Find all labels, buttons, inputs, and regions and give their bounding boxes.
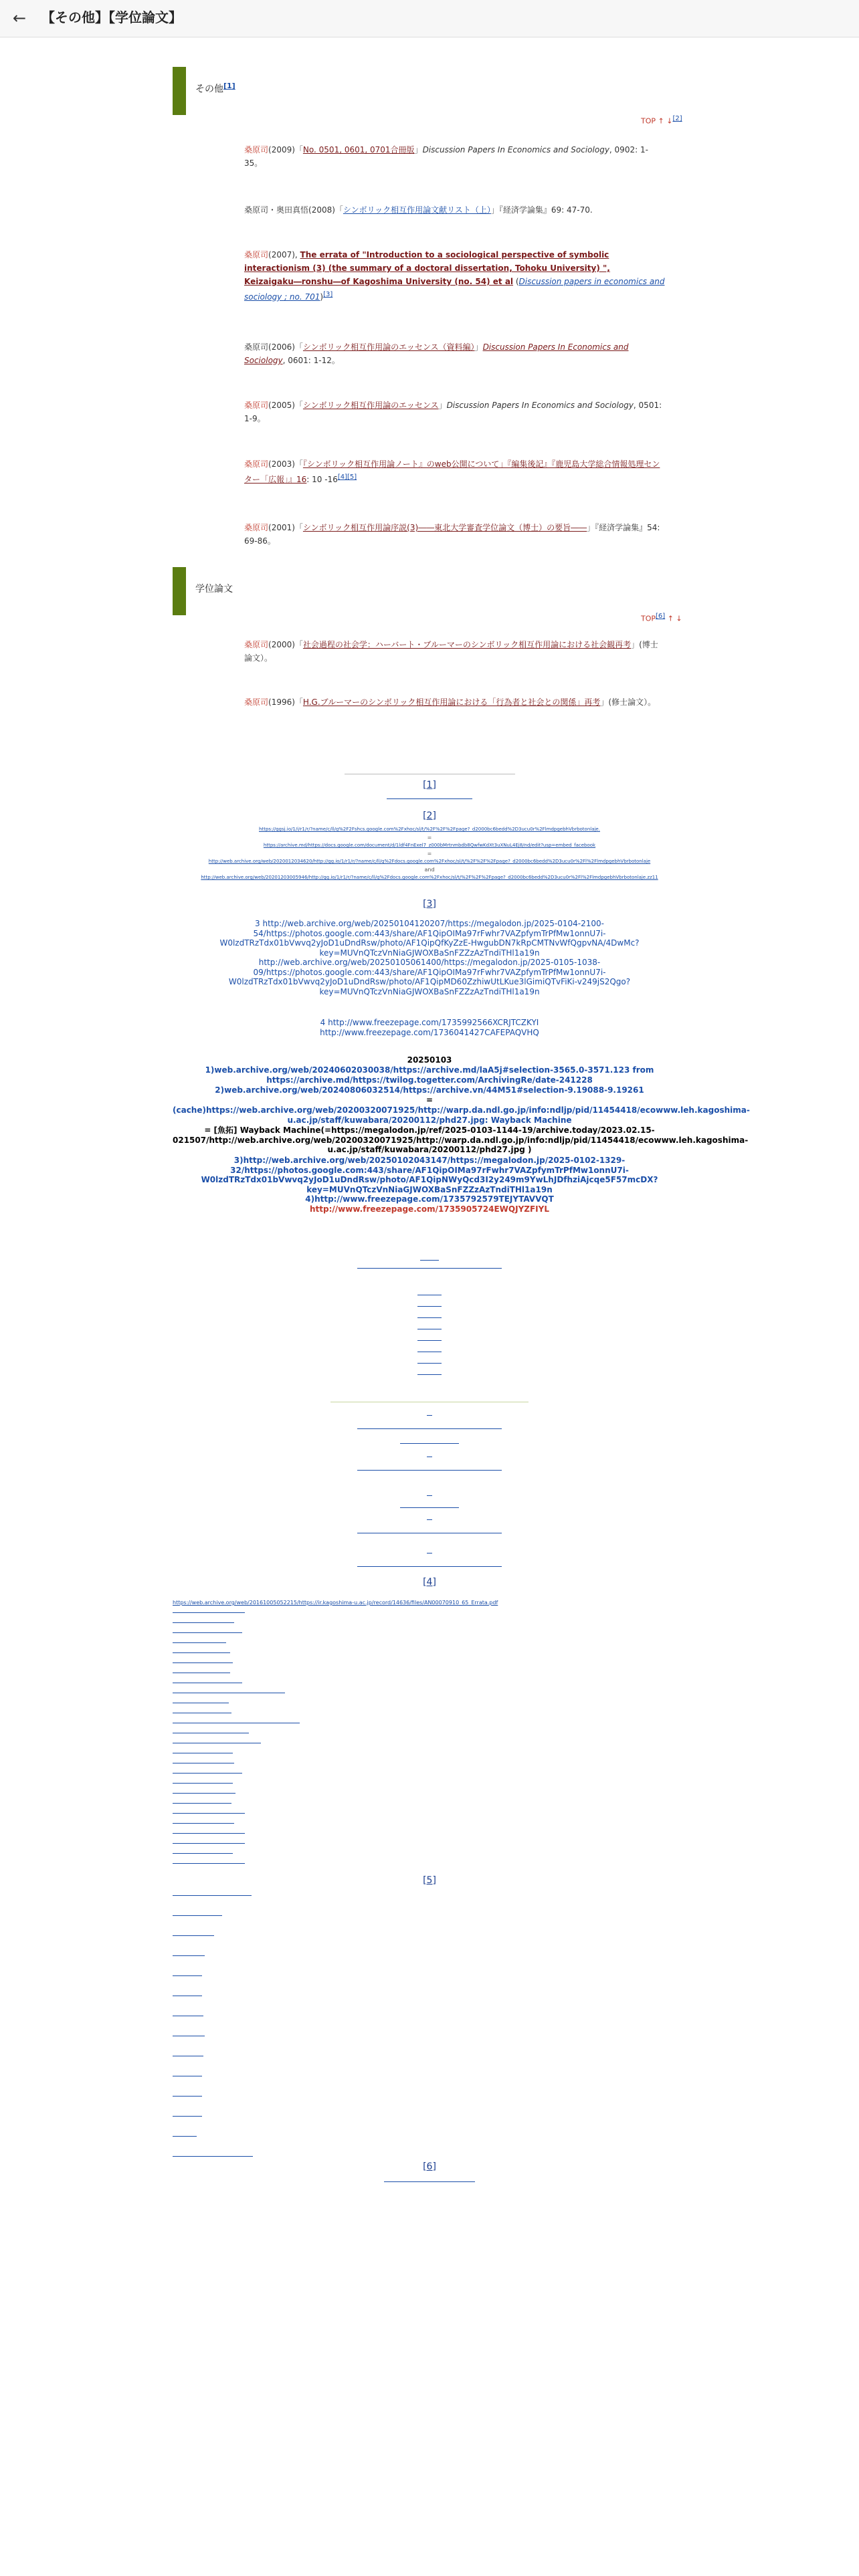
entry-link[interactable]: シンボリック相互作用論のエッセンス [302,401,439,410]
section-accent-bar [173,67,186,115]
list-item: 桑原司(2001)「シンボリック相互作用論序説(3)――東北大学審査学位論文（博士）の要旨――」『経済学論集』54: 69-86。 [244,523,660,546]
footnote-ref-link[interactable]: [3] [323,291,333,298]
link-dash[interactable] [173,1612,245,1613]
list-item: 桑原司(1996)「H.G.ブルーマーのシンボリック相互作用論における「行為者と社会との関係」再考」(修士論文）。 [244,697,656,707]
page-title: 【その他】【学位論文】 [41,9,182,25]
footnote-ref-link[interactable]: [1] [223,82,235,90]
archive-link[interactable]: http://web.archive.org/web/20201203005946/http://gg.io/1/r1/r/?name/c/ll/g%2Fdocs.google.com%2Fxhoc/sl/t/%2F%2F%2Fpage?_d2000bc6bedd%2D3ucu0r%2Fl%2FlmdpgebhVbrbotonlaje.zz11 [201,875,658,880]
list-item: 桑原司(2007), The errata of "Introduction to a sociological perspective of symbolic interactionism (3) (the summary of a doctoral dissertation, Tohoku University) ", Keizaigaku―ronshu―of Kagoshima University (no. 54) et al (Discussion papers in economics and sociology ; no. 701)[3] [244,250,665,302]
link-dash[interactable] [173,1783,233,1784]
link-dash[interactable] [357,1268,502,1269]
archive-link[interactable]: https://archive.md/https://docs.google.com/document/d/1ldf4FnExel7_z000bMrtnmbdb8QwfwKdXt3uXNuL4Ej8/nd/edit?usp=embed_facebook [263,843,596,848]
link-dash[interactable] [173,2136,197,2137]
link-dash[interactable] [173,2156,253,2157]
section-accent-bar [173,567,186,615]
top-nav-label[interactable]: TOP [641,614,656,623]
archive-link[interactable]: = [魚拓] Wayback Machine(=https://megalodon.jp/ref/2025-0103-1144-19/archive.today/2023.02.15-021507/http://web.archive.org/web/20200320071925/http://warp.da.ndl.go.jp/info:ndljp/pid/11454418/ecowww.leh.kagoshima-u.ac.jp/staff/kuwabara/20200112/phd27.jpg ) [173,1125,749,1154]
link-dash[interactable] [173,1853,233,1854]
entry-link[interactable]: シンボリック相互作用論序説(3)――東北大学審査学位論文（博士）の要旨―― [302,523,587,532]
section-header-other [173,67,694,115]
footnote-label[interactable]: [2] [423,811,436,821]
list-item: 桑原司(2006)「シンボリック相互作用論のエッセンス（資料編）」Discussion Papers In Economics and Sociology, 0601: 1-12。 [244,342,629,365]
section-header-thesis [173,567,694,615]
main-content: その他[1] TOP ↑ ↓[2] 桑原司(2009)「No. 0501, 0601, 0701合冊版」Discussion Papers In Economics and Sociology, 0902: 1-35。 桑原司・奥田真悟(2008)「シンボリック相互作用論文献リスト（上）」『経済学論集』69: 47-70. 桑原司(2007), The errata of "Introduction to a sociological perspective of symbolic interactionism (3) (the summary of a doctoral dissertation, Tohoku University) ", Keizaigaku―ronshu―of Kagoshima University (no. 54) et al (Discussion papers in economics and sociology ; no. 701)[3] 桑原司(2006)「シンボリック相互作用論のエッセンス（資料編）」Discussion Papers In Economics and Sociology, 0601: 1-12。 桑原司(2005)「シンボリック相互作用論のエッセンス」Discussion Papers In Economics and Sociology, 0501: 1-9。 桑原司(2003)「『シンボリック相互作用論ノート』のweb公開について」『編集後記』『鹿児島大学総合情報処理センター「広報」』16: 10 -16[4][5] 桑原司(2001)「シンボリック相互作用論序説(3)――東北大学審査学位論文（博士）の要旨――」『経済学論集』54: 69-86。 学位論文 TOP[6] ↑ ↓ 桑原司(2000)「社会過程の社会学：ハーバート・ブルーマーのシンボリック相互作用論における社会観再考」(博士論文）。 桑原司(1996)「H.G.ブルーマーのシンボリック相互作用論における「行為者と社会との関係」再考」(修士論文）。 [1] [2] https://ggsj.io/1/i/r1/r/?name/c/ll/g%2F2Fshcs.google.com%2Fxhoc/sl/t/%2F%2F%2Fpage?_d2000bc6bedd%2D3ucu0r%2FlmdpgebhVbrbotonlaje. = https://archive.md/https://docs.google.com/document/d/1ldf4FnExel7_z000bMrtnmbdb8QwfwKdXt3uXNuL4Ej8/nd/edit?usp=embed_facebook = http://web.archive.org/web/2020012034620/http://gg.io/1/r1/r/?name/c/ll/g%2Fdocs.google.com%2Fxhoc/sl/t/%2F%2F%2Fpage?_d2000bc6bedd%2D3ucu0r%2Fl%2FlmdpgebhVbrbotonlaje and http://web.archive.org/web/20201203005946/http://gg.io/1/r1/r/?name/c/ll/g%2Fdocs.google.com%2Fxhoc/sl/t/%2F%2F%2Fpage?_d2000bc6bedd%2D3ucu0r%2Fl%2FlmdpgebhVbrbotonlaje.zz11 [3] 3 http://web.archive.org/web/20250104120207/https://megalodon.jp/2025-0104-2100-54/https://photos.google.com:443/share/AF1QipOIMa97rFwhr7VAZpfymTrPfMw1onnU7i-W0lzdTRzTdx01bVwvq2yJoD1uDndRsw/photo/AF1QipQfKyZzE-HwgubDN7kRpCMTNvWfQgpvNA/4DwMc?key=MUVnQTczVnNiaGJWOXBaSnFZZzAzTndiTHl1a19n http://web.archive.org/web/20250105061400/https://megalodon.jp/2025-0105-1038-09/https://photos.google.com:443/share/AF1QipOIMa97rFwhr7VAZpfymTrPfMw1onnU7i-W0lzdTRzTdx01bVwvq2yJoD1uDndRsw/photo/AF1QipMD60ZzhiwUtLKue3lGimiQTvFiKi-v249jS2Qgo?key=MUVnQTczVnNiaGJWOXBaSnFZZzAzTndiTHl1a19n 4 http://www.freezepage.com/1735992566XCRJTCZKYI http://www.freezepage.com/1736041427CAFEPAQVHQ 20250103 1)web.archive.org/web/20240602030038/https://archive.md/laA5j#selection-3565.0-3571.123 from https://archive.md/https://twilog.togetter.com/ArchivingRe/date-241228 2)web.archive.org/web/20240806032514/https://archive.vn/44M51#selection-9.19088-9.19261 = (cache)https://web.archive.org/web/20200320071925/http://warp.da.ndl.go.jp/info:ndljp/pid/11454418/ecowww.leh.kagoshima-u.ac.jp/staff/kuwabara/20200112/phd27.jpg: Wayback Machine = [魚拓] Wayback Machine(=https://megalodon.jp/ref/2025-0103-1144-19/archive.today/2023.02.15-021507/http://web.archive.org/web/20200320071925/http://warp.da.ndl.go.jp/info:ndljp/pid/11454418/ecowww.leh.kagoshima-u.ac.jp/staff/kuwabara/20200112/phd27.jpg ) 3)http://web.archive.org/web/20250102043147/https://megalodon.jp/2025-0102-1329-32/https://photos.google.com:443/share/AF1QipOIMa97rFwhr7VAZpfymTrPfMw1onnU7i-W0lzdTRzTdx01bVwvq2yJoD1uDndRsw/photo/AF1QipNWyQcd3I2y249m9YwLhJDfhziAjcqe5F57mcDX?key=MUVnQTczVnNiaGJWOXBaSnFZZzAzTndiTHl1a19n 4)http://www.freezepage.com/1735792579TEJYTAVVQT http://www.freezepage.com/1735905724EWQJYZFIYL [4] https://web.archive.org/web/20161005052215/https://ir.kagoshima-u.ac.jp/record/14636/files/AN00070910_65_Errata.pdf [5] [6] [0,37,859,2576]
top-nav[interactable]: TOP[6] ↑ ↓ [641,613,682,623]
footnote-label[interactable]: [5] [423,1875,436,1886]
archive-link[interactable]: http://www.freezepage.com/1735905724EWQJYZFIYL [310,1204,549,1214]
footnote-ref-link[interactable]: [2] [672,115,682,122]
entry-link[interactable]: シンボリック相互作用論文献リスト（上） [343,205,491,215]
footnote-label[interactable]: [4] [423,1577,436,1588]
link-dash[interactable] [173,1652,230,1653]
link-dash[interactable] [357,1470,502,1471]
entry-link[interactable]: 社会過程の社会学：ハーバート・ブルーマーのシンボリック相互作用論における社会観再考 [302,640,632,649]
link-dash[interactable] [420,1260,439,1261]
link-dash[interactable] [427,1415,432,1416]
entry-journal-link[interactable]: Discussion Papers In Economics and Sociology [244,342,629,365]
list-item: 桑原司(2005)「シンボリック相互作用論のエッセンス」Discussion Papers In Economics and Sociology, 0501: 1-9。 [244,401,662,423]
link-dash[interactable] [173,1823,234,1824]
link-dash[interactable] [173,1622,234,1623]
top-nav[interactable] [641,115,682,126]
link-dash[interactable] [417,1306,442,1307]
link-dash[interactable] [400,1443,459,1444]
footnote-backlink[interactable] [387,798,472,799]
link-dash[interactable] [173,1843,245,1844]
archive-link[interactable]: 4)http://www.freezepage.com/1735792579TEJYTAVVQT [305,1194,554,1204]
link-dash[interactable] [173,1813,245,1814]
entry-link[interactable]: 『シンボリック相互作用論ノート』のweb公開について」『編集後記』『鹿児島大学総合情報処理センター「広報」』16 [244,459,660,484]
entry-journal-link[interactable]: Discussion papers in economics and sociology ; no. 701 [244,277,665,302]
link-dash[interactable] [357,1566,502,1567]
block-date: 20250103 [407,1055,452,1065]
archive-link[interactable]: https://web.archive.org/web/20161005052215/https://ir.kagoshima-u.ac.jp/record/14636/files/AN00070910_65_Errata.pdf [173,1600,498,1606]
link-dash[interactable] [173,1915,222,1916]
link-dash[interactable] [173,1895,252,1896]
list-item: 桑原司(2009)「No. 0501, 0601, 0701合冊版」Discussion Papers In Economics and Sociology, 0902: 1-35。 [244,145,648,168]
archive-link[interactable]: http://web.archive.org/web/2020012034620/http://gg.io/1/r1/r/?name/c/ll/g%2Fdocs.google.com%2Fxhoc/sl/t/%2F%2F%2Fpage?_d2000bc6bedd%2D3ucu0r%2Fl%2FlmdpgebhVbrbotonlaje [208,859,651,864]
footnote-ref-link[interactable]: [5] [347,473,357,481]
link-dash[interactable] [173,1642,226,1643]
footnote-label[interactable]: [3] [423,899,436,909]
link-dash[interactable] [427,1519,432,1520]
link-dash[interactable] [173,1662,233,1663]
footnote-ref-link[interactable]: [4] [337,473,347,481]
archive-link[interactable]: 2)web.archive.org/web/20240806032514/https://archive.vn/44M51#selection-9.19088-9.19261 [215,1085,644,1095]
link-dash[interactable] [417,1363,442,1364]
link-dash[interactable] [357,1428,502,1429]
arrow-left-icon[interactable]: ← [12,9,27,27]
footnote-label[interactable]: [6] [423,2161,436,2172]
entry-link[interactable]: シンボリック相互作用論のエッセンス（資料編） [302,342,475,352]
list-item: 桑原司(2000)「社会過程の社会学：ハーバート・ブルーマーのシンボリック相互作用論における社会観再考」(博士論文）。 [244,640,658,663]
entry-link[interactable]: H.G.ブルーマーのシンボリック相互作用論における「行為者と社会との関係」再考 [302,697,601,707]
app-header [0,0,859,37]
footnote-text[interactable]: http://www.freezepage.com/1736041427CAFEPAQVHQ [320,1028,539,1037]
link-dash[interactable] [417,1340,442,1341]
section-title: 学位論文 [195,584,233,595]
link-dash[interactable] [173,1863,245,1864]
footnote-text[interactable]: 4 http://www.freezepage.com/1735992566XCRJTCZKYI [320,1018,539,1027]
list-item: 桑原司(2003)「『シンボリック相互作用論ノート』のweb公開について」『編集後記』『鹿児島大学総合情報処理センター「広報」』16: 10 -16[4][5] [244,459,660,484]
link-dash[interactable] [384,2181,475,2182]
top-nav-label[interactable]: TOP ↑ ↓ [641,116,673,126]
archive-link[interactable]: 3)http://web.archive.org/web/20250102043147/https://megalodon.jp/2025-0102-1329-32/https://photos.google.com:443/share/AF1QipOIMa97rFwhr7VAZpfymTrPfMw1onnU7i-W0lzdTRzTdx01bVwvq2yJoD1uDndRsw/photo/AF1QipNWyQcd3I2y249m9YwLhJDfhziAjcqe5F57mcDX?key=MUVnQTczVnNiaGJWOXBaSnFZZzAzTndiTHl1a19n [201,1156,658,1194]
archive-link[interactable]: (cache)https://web.archive.org/web/20200320071925/http://warp.da.ndl.go.jp/info:ndljp/pid/11454418/ecowww.leh.kagoshima-u.ac.jp/staff/kuwabara/20200112/phd27.jpg: Wayback Machine [173,1105,750,1125]
link-dash[interactable] [173,1803,231,1804]
link-dash[interactable] [417,1317,442,1318]
link-dash[interactable] [173,1793,235,1794]
link-dash[interactable] [173,1773,242,1774]
link-dash[interactable] [427,1495,432,1496]
footnote-ref-link[interactable]: [6] [656,613,666,620]
link-dash[interactable] [400,1507,459,1508]
archive-link[interactable]: https://ggsj.io/1/i/r1/r/?name/c/ll/g%2F2Fshcs.google.com%2Fxhoc/sl/t/%2F%2F%2Fpage?_d2000bc6bedd%2D3ucu0r%2FlmdpgebhVbrbotonlaje. [259,827,600,832]
section-title: その他 [195,84,223,95]
link-dash[interactable] [173,2116,202,2117]
archive-link[interactable]: 1)web.archive.org/web/20240602030038/https://archive.md/laA5j#selection-3565.0-3571.123 from https://archive.md/https://twilog.togetter.com/ArchivingRe/date-241228 [205,1065,654,1085]
link-dash[interactable] [173,1935,214,1936]
footnote-text[interactable]: 3 http://web.archive.org/web/20250104120207/https://megalodon.jp/2025-0104-2100-54/https://photos.google.com:443/share/AF1QipOIMa97rFwhr7VAZpfymTrPfMw1onnU7i-W0lzdTRzTdx01bVwvq2yJoD1uDndRsw/photo/AF1QipQfKyZzE-HwgubDN7kRpCMTNvWfQgpvNA/4DwMc?key=MUVnQTczVnNiaGJWOXBaSnFZZzAzTndiTHl1a19n http://web.archive.org/web/20250105061400/https://megalodon.jp/2025-0105-1038-09/https://photos.google.com:443/share/AF1QipOIMa97rFwhr7VAZpfymTrPfMw1onnU7i-W0lzdTRzTdx01bVwvq2yJoD1uDndRsw/photo/AF1QipMD60ZzhiwUtLKue3lGimiQTvFiKi-v249jS2Qgo?key=MUVnQTczVnNiaGJWOXBaSnFZZzAzTndiTHl1a19n [219,919,640,996]
list-item: 桑原司・奥田真悟(2008)「シンボリック相互作用論文献リスト（上）」『経済学論集』69: 47-70. [244,205,593,215]
link-dash[interactable] [417,1374,442,1375]
entry-link[interactable]: The errata of "Introduction to a sociological perspective of symbolic interactionism (3) (the summary of a doctoral dissertation, Tohoku University) ", Keizaigaku―ronshu―of Kagoshima University (no. 54) et al [244,250,610,286]
footnote-label[interactable]: [1] [423,780,436,790]
entry-link[interactable]: No. 0501, 0601, 0701合冊版 [302,145,415,154]
link-dash[interactable] [173,1833,245,1834]
link-dash[interactable] [173,1975,202,1976]
link-dash[interactable] [173,1955,205,1956]
link-dash[interactable] [173,1632,242,1633]
link-dash[interactable] [173,2096,202,2097]
